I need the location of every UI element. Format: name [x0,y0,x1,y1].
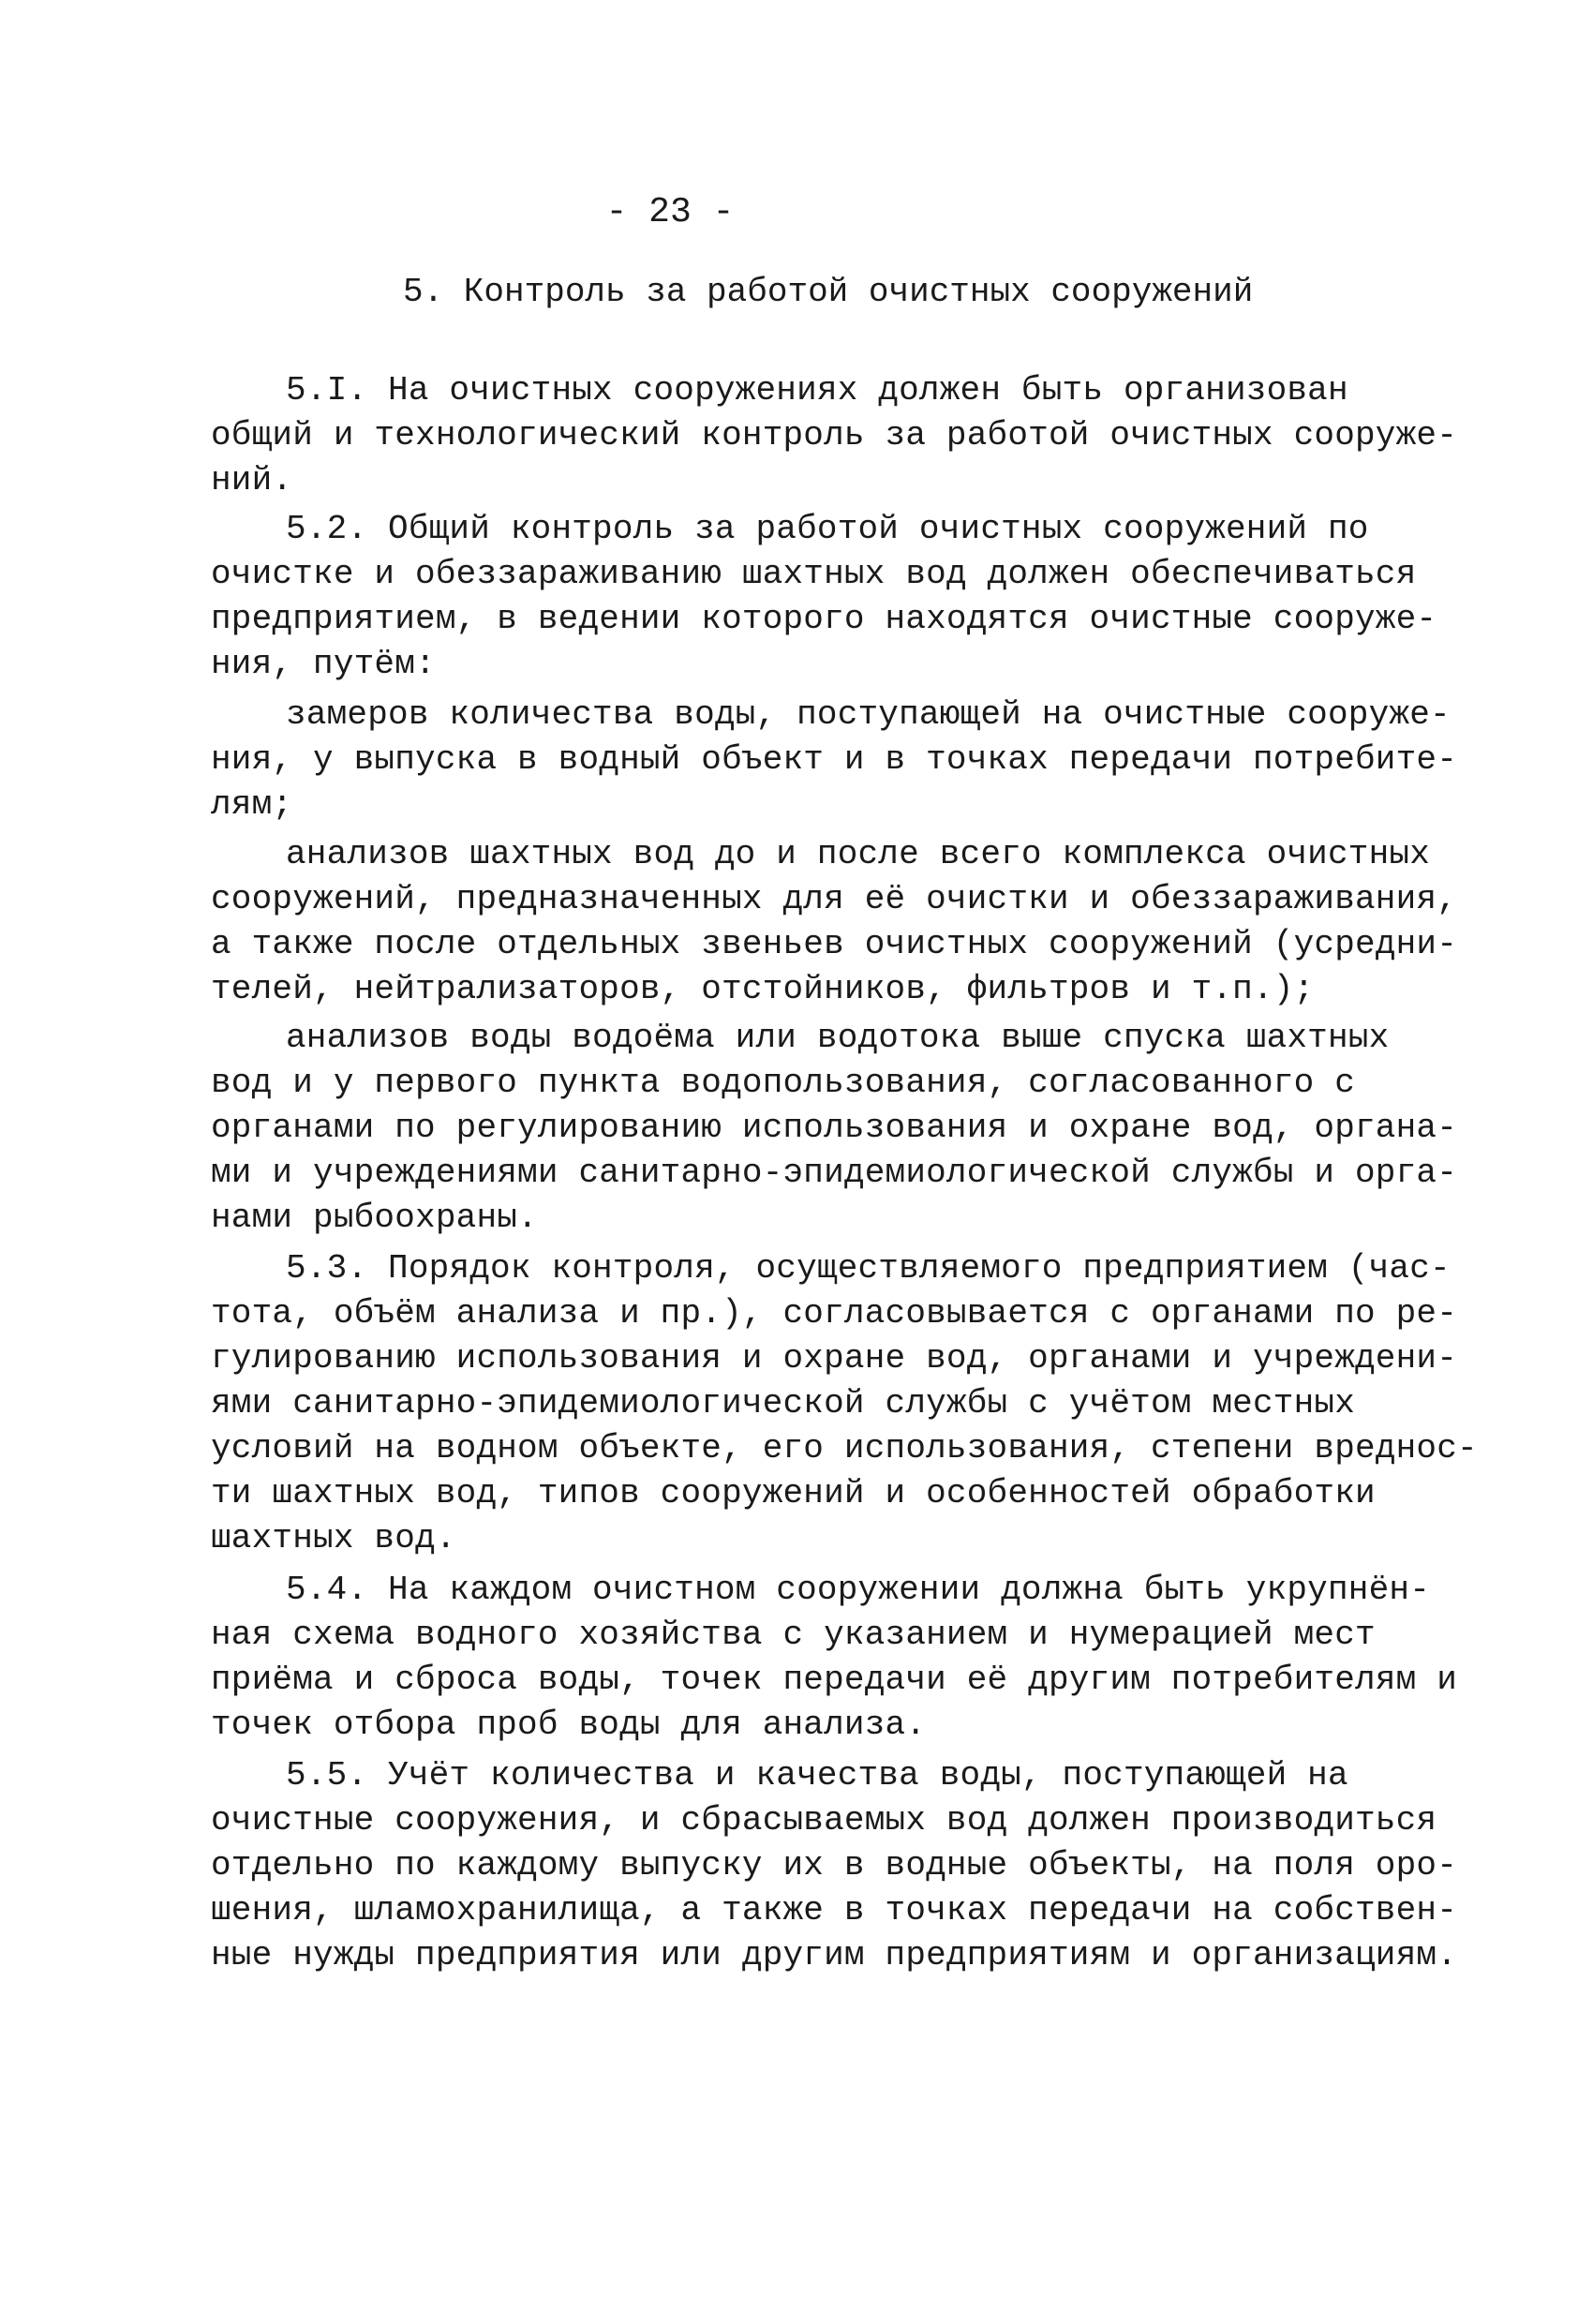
text-line: нами рыбоохраны. [211,1199,538,1237]
text-line: 5.2. Общий контроль за работой очистных сооружений по [286,510,1369,548]
text-line: ти шахтных вод, типов сооружений и особенностей обработки [211,1474,1376,1512]
text-line: ний. [211,461,293,499]
text-line: 5.3. Порядок контроля, осуществляемого предприятием (час- [286,1249,1451,1288]
text-line: вод и у первого пункта водопользования, согласованного с [211,1064,1355,1102]
text-line: замеров количества воды, поступающей на очистные сооруже- [286,695,1451,734]
text-line: анализов воды водоёма или водотока выше спуска шахтных [286,1019,1390,1057]
text-line: шения, шламохранилища, а также в точках передачи на собствен- [211,1891,1458,1929]
text-line: ния, у выпуска в водный объект и в точках передачи потребите- [211,740,1458,779]
text-line: 5.4. На каждом очистном сооружении должна быть укрупнён- [286,1571,1430,1609]
text-line: предприятием, в ведении которого находятся очистные сооруже- [211,600,1437,638]
text-line: ния, путём: [211,645,436,683]
text-line: точек отбора проб воды для анализа. [211,1706,927,1744]
text-line: отдельно по каждому выпуску их в водные объекты, на поля оро- [211,1846,1458,1885]
text-line: общий и технологический контроль за работой очистных сооруже- [211,416,1458,454]
text-line: телей, нейтрализаторов, отстойников, фильтров и т.п.); [211,970,1315,1008]
text-line: ные нужды предприятия или другим предприятиям и организациям. [211,1936,1458,1974]
text-line: а также после отдельных звеньев очистных сооружений (усредни- [211,925,1458,963]
text-line: органами по регулированию использования и охране вод, органа- [211,1109,1458,1147]
text-line: шахтных вод. [211,1519,456,1557]
text-line: тота, объём анализа и пр.), согласовывается с органами по ре- [211,1294,1458,1333]
page-number: - 23 - [605,192,735,232]
text-line: приёма и сброса воды, точек передачи её другим потребителям и [211,1661,1458,1699]
text-line: анализов шахтных вод до и после всего комплекса очистных [286,835,1430,873]
section-title: 5. Контроль за работой очистных сооружений [403,273,1254,311]
text-line: гулированию использования и охране вод, органами и учреждени- [211,1339,1458,1378]
text-line: лям; [211,785,293,824]
text-line: ями санитарно-эпидемиологической службы с учётом местных [211,1384,1355,1423]
text-line: сооружений, предназначенных для её очистки и обеззараживания, [211,880,1458,918]
text-line: 5.I. На очистных сооружениях должен быть организован [286,371,1348,410]
text-line: ная схема водного хозяйства с указанием и нумерацией мест [211,1616,1376,1654]
text-line: 5.5. Учёт количества и качества воды, поступающей на [286,1756,1348,1795]
text-line: очистные сооружения, и сбрасываемых вод должен производиться [211,1801,1437,1840]
text-line: условий на водном объекте, его использования, степени вреднос- [211,1429,1478,1467]
text-line: очистке и обеззараживанию шахтных вод должен обеспечиваться [211,555,1417,593]
text-line: ми и учреждениями санитарно-эпидемиологической службы и орга- [211,1154,1458,1192]
